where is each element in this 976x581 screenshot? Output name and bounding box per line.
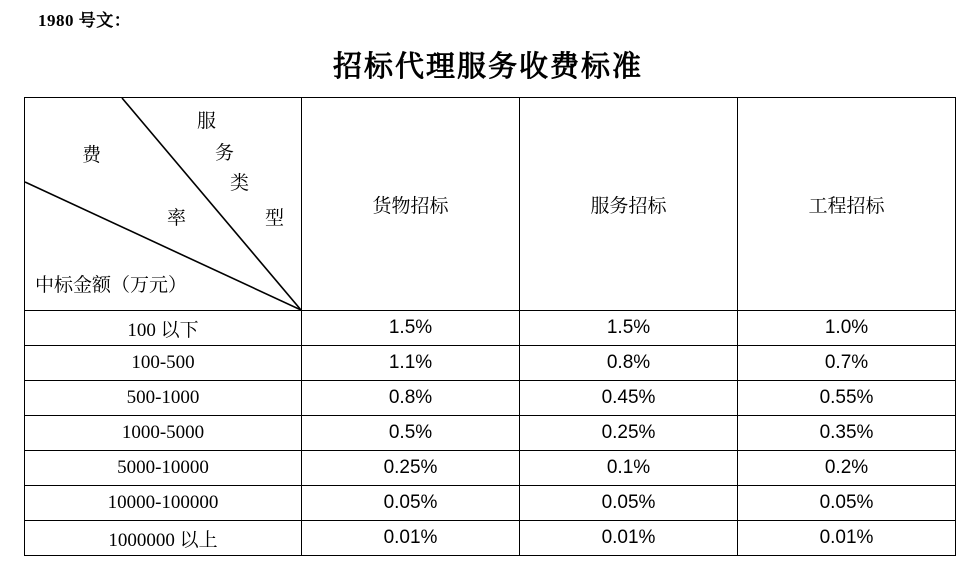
row-label: 1000000 以上 xyxy=(25,521,302,556)
corner-label-rate-2: 率 xyxy=(167,208,187,229)
table-row xyxy=(25,311,956,346)
corner-label-service-3: 类 xyxy=(230,173,250,194)
column-header-service: 服务招标 xyxy=(520,98,738,311)
row-value-service: 0.1% xyxy=(520,451,738,486)
fee-standard-table xyxy=(24,97,956,556)
row-value-service: 0.8% xyxy=(520,346,738,381)
table-row xyxy=(25,451,956,486)
table-row xyxy=(25,416,956,451)
row-value-engineering: 0.35% xyxy=(738,416,956,451)
table-row xyxy=(25,486,956,521)
row-label: 100-500 xyxy=(25,346,302,381)
row-value-engineering: 0.55% xyxy=(738,381,956,416)
corner-label-service-4: 型 xyxy=(265,208,285,229)
row-label: 10000-100000 xyxy=(25,486,302,521)
row-value-engineering: 0.7% xyxy=(738,346,956,381)
corner-label-rate-1: 费 xyxy=(82,145,102,166)
table-row xyxy=(25,381,956,416)
table-row xyxy=(25,346,956,381)
row-value-goods: 0.8% xyxy=(302,381,520,416)
row-value-engineering: 0.2% xyxy=(738,451,956,486)
row-value-goods: 1.1% xyxy=(302,346,520,381)
row-value-goods: 0.5% xyxy=(302,416,520,451)
row-value-goods: 0.01% xyxy=(302,521,520,556)
column-header-engineering: 工程招标 xyxy=(738,98,956,311)
row-value-service: 0.01% xyxy=(520,521,738,556)
row-label: 1000-5000 xyxy=(25,416,302,451)
page-title: 招标代理服务收费标准 xyxy=(332,51,643,83)
table-row xyxy=(25,521,956,556)
row-value-goods: 0.25% xyxy=(302,451,520,486)
header-corner-cell xyxy=(25,98,302,311)
table-header-row xyxy=(25,98,956,311)
row-value-engineering: 0.05% xyxy=(738,486,956,521)
row-value-service: 0.25% xyxy=(520,416,738,451)
document-reference: 1980 号文： xyxy=(38,11,132,30)
row-label: 5000-10000 xyxy=(25,451,302,486)
row-value-service: 1.5% xyxy=(520,311,738,346)
corner-label-amount: 中标金额（万元） xyxy=(35,275,188,296)
row-value-service: 0.05% xyxy=(520,486,738,521)
row-label: 500-1000 xyxy=(25,381,302,416)
row-value-engineering: 1.0% xyxy=(738,311,956,346)
row-value-goods: 1.5% xyxy=(302,311,520,346)
row-value-goods: 0.05% xyxy=(302,486,520,521)
corner-label-service-2: 务 xyxy=(215,143,235,164)
column-header-goods: 货物招标 xyxy=(302,98,520,311)
corner-label-service-1: 服 xyxy=(197,111,217,132)
row-value-service: 0.45% xyxy=(520,381,738,416)
row-value-engineering: 0.01% xyxy=(738,521,956,556)
fee-standard-table-wrapper xyxy=(24,97,952,556)
row-label: 100 以下 xyxy=(25,311,302,346)
